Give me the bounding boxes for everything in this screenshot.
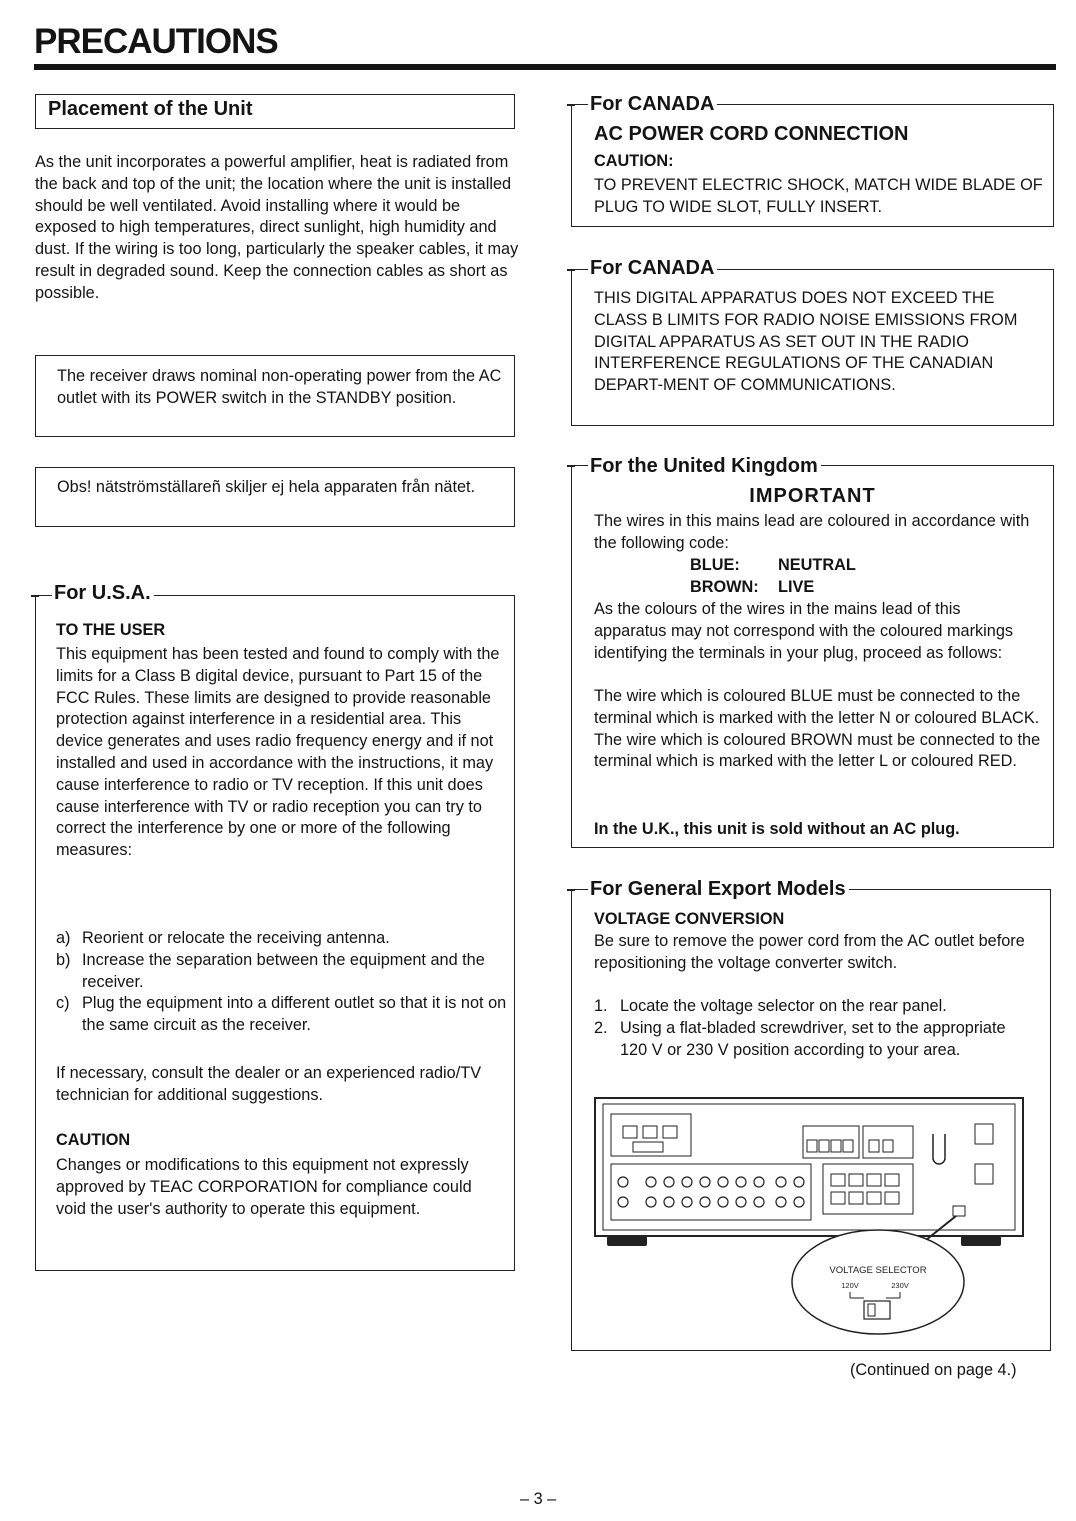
canada1-tick	[567, 104, 575, 106]
list-item: 2. Using a flat-bladed screwdriver, set to the appropriate 120 V or 230 V position according to your area.	[594, 1018, 1006, 1059]
list-item: b) Increase the separation between the equipment and the receiver.	[56, 950, 485, 991]
uk-intro: The wires in this mains lead are coloured in accordance with the following code:	[594, 512, 1030, 552]
uk-code-blue-key: BLUE:	[690, 556, 740, 574]
uk-code-brown-value: LIVE	[778, 578, 815, 596]
usa-body: This equipment has been tested and found to comply with the limits for a Class B digital device, pursuant to Part 15 of the FCC Rules. These limits are designed to provide reasonable protection against interference in a residential area. This device generates and uses radio frequency energy and if not installed and used in accordance with the instructions, it may cause interference to radio or TV reception. If this unit does cause interference with TV or radio reception you can try to correct the interference by one or more of the following measures:	[56, 645, 500, 860]
v120-label: 120V	[841, 1281, 859, 1290]
usa-label: For U.S.A.	[52, 581, 154, 605]
usa-footer: If necessary, consult the dealer or an experienced radio/TV technician for additional suggestions.	[56, 1064, 482, 1104]
standby-note: The receiver draws nominal non-operating power from the AC outlet with its POWER switch in the STANDBY position.	[57, 367, 502, 407]
uk-code-blue-value: NEUTRAL	[778, 556, 856, 574]
standby-note-box	[35, 355, 515, 437]
canada1-body: TO PREVENT ELECTRIC SHOCK, MATCH WIDE BLADE OF PLUG TO WIDE SLOT, FULLY INSERT.	[594, 176, 1043, 216]
uk-body2: The wire which is coloured BLUE must be connected to the terminal which is marked with the letter N or coloured BLACK. The wire which is coloured BROWN must be connected to the terminal which is marked with the letter L or coloured RED.	[594, 687, 1041, 771]
uk-heading: IMPORTANT	[749, 485, 876, 507]
list-item: 1. Locate the voltage selector on the rear panel.	[594, 997, 947, 1015]
page-number: – 3 –	[520, 1490, 557, 1508]
uk-body1: As the colours of the wires in the mains lead of this apparatus may not correspond with the coloured markings identifying the terminals in your plug, proceed as follows:	[594, 600, 1014, 662]
placement-heading: Placement of the Unit	[48, 98, 253, 120]
swedish-note: Obs! nätströmställareñ skiljer ej hela apparaten från nätet.	[57, 478, 476, 496]
canada2-body: THIS DIGITAL APPARATUS DOES NOT EXCEED THE CLASS B LIMITS FOR RADIO NOISE EMISSIONS FROM DIGITAL APPARATUS AS SET OUT IN THE RADIO INTERFERENCE REGULATIONS OF THE CANADIAN DEPART-MENT OF COMMUNICATIONS.	[594, 289, 1018, 395]
canada1-heading: AC POWER CORD CONNECTION	[594, 123, 909, 145]
rear-panel-diagram	[591, 1094, 1031, 1346]
uk-label: For the United Kingdom	[588, 454, 821, 478]
placement-heading-box	[35, 94, 515, 129]
continued-note: (Continued on page 4.)	[850, 1361, 1017, 1379]
page-title: PRECAUTIONS	[34, 22, 278, 61]
chassis-outline	[595, 1098, 1023, 1236]
canada1-label: For CANADA	[588, 92, 717, 116]
swedish-note-box	[35, 467, 515, 527]
foot-left	[607, 1236, 647, 1246]
usa-tick	[31, 595, 39, 597]
usa-subheading: TO THE USER	[56, 621, 166, 639]
canada2-tick	[567, 269, 575, 271]
foot-right	[961, 1236, 1001, 1246]
canada2-label: For CANADA	[588, 256, 717, 280]
export-label: For General Export Models	[588, 877, 849, 901]
v230-label: 230V	[891, 1281, 909, 1290]
usa-caution-body: Changes or modifications to this equipment not expressly approved by TEAC CORPORATION for compliance could void the user's authority to operate this equipment.	[56, 1156, 472, 1218]
export-subheading: VOLTAGE CONVERSION	[594, 910, 785, 928]
export-tick	[567, 889, 575, 891]
usa-measures-list	[56, 928, 511, 1037]
title-rule	[34, 64, 1056, 70]
list-item: c) Plug the equipment into a different outlet so that it is not on the same circuit as the receiver.	[56, 994, 507, 1035]
placement-body: As the unit incorporates a powerful amplifier, heat is radiated from the back and top of the unit; the location where the unit is installed should be well ventilated. Avoid installing where it would be exposed to high temperatures, direct sunlight, high humidity and dust. If the wiring is too long, particularly the speaker cables, it may result in degraded sound. Keep the connection cables as short as possible.	[35, 153, 519, 302]
export-intro: Be sure to remove the power cord from the AC outlet before repositioning the voltage converter switch.	[594, 932, 1025, 972]
uk-tick	[567, 465, 575, 467]
usa-caution-heading: CAUTION	[56, 1131, 131, 1149]
export-steps-list	[594, 996, 1034, 1061]
uk-code-brown-key: BROWN:	[690, 578, 759, 596]
canada1-caution: CAUTION:	[594, 152, 674, 170]
uk-note: In the U.K., this unit is sold without an AC plug.	[594, 820, 960, 838]
list-item: a) Reorient or relocate the receiving antenna.	[56, 929, 390, 947]
voltage-selector-label: VOLTAGE SELECTOR	[829, 1265, 927, 1276]
